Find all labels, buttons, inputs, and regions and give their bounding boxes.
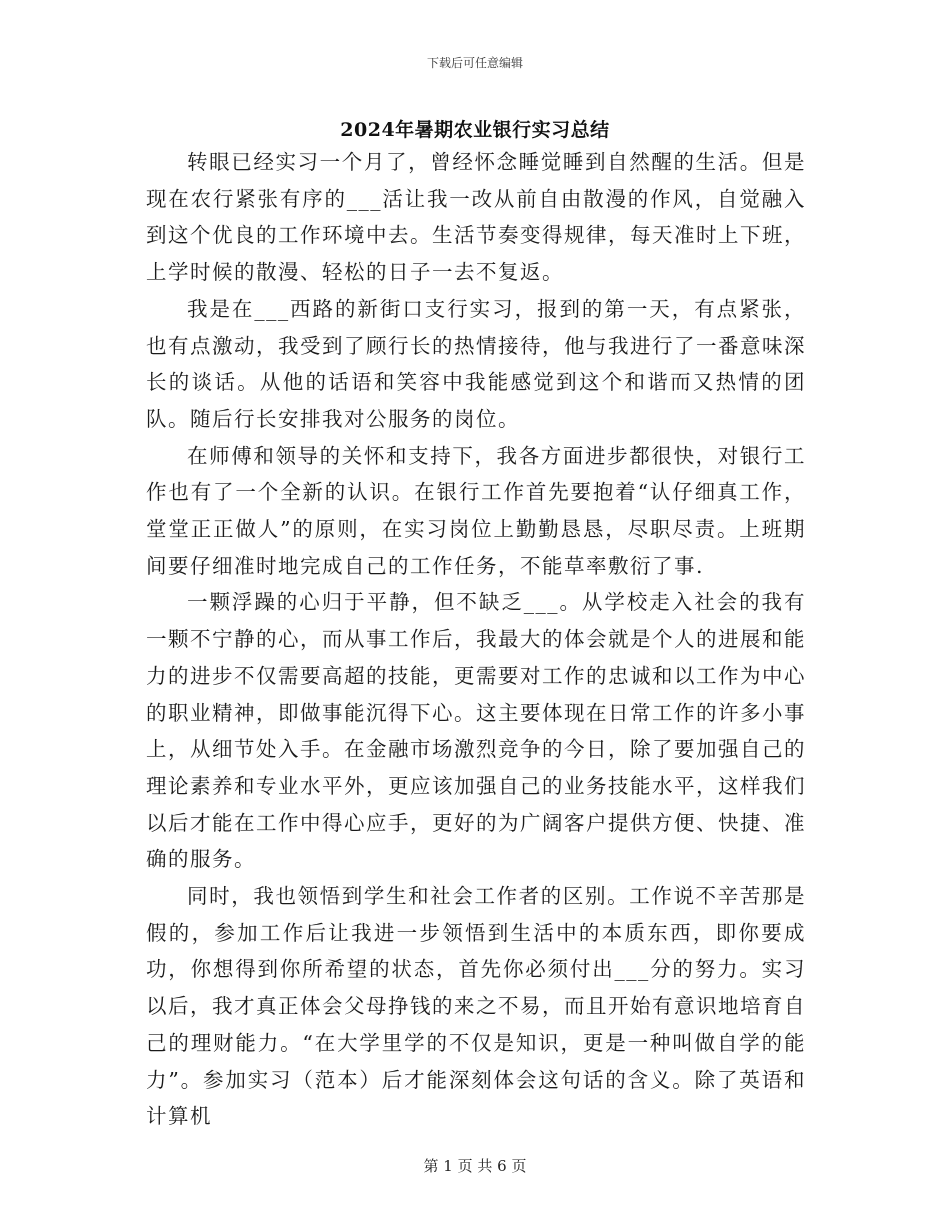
paragraph-5: 同时，我也领悟到学生和社会工作者的区别。工作说不辛苦那是假的，参加工作后让我进一步领悟到生活中的本质东西，即你要成功，你想得到你所希望的状态，首先你必须付出___分的努力。实习以后，我才真正体会父母挣钱的来之不易，而且开始有意识地培育自己的理财能力。“在大学里学的不仅是知识，更是一种叫做自学的能力”。参加实习（范本）后才能深刻体会这句话的含义。除了英语和计算机 bbox=[146, 884, 806, 1129]
document-body bbox=[146, 144, 806, 1135]
paragraph-1: 转眼已经实习一个月了，曾经怀念睡觉睡到自然醒的生活。但是现在农行紧张有序的___活让我一改从前自由散漫的作风，自觉融入到这个优良的工作环境中去。生活节奏变得规律，每天准时上下班，上学时候的散漫、轻松的日子一去不复返。 bbox=[146, 150, 806, 285]
page-indicator: 第 1 页 共 6 页 bbox=[423, 1157, 527, 1175]
paragraph-2: 我是在___西路的新街口支行实习，报到的第一天，有点紧张，也有点激动，我受到了顾行长的热情接待，他与我进行了一番意味深长的谈话。从他的话语和笑容中我能感觉到这个和谐而又热情的团队。随后行长安排我对公服务的岗位。 bbox=[146, 296, 806, 431]
paragraph-3: 在师傅和领导的关怀和支持下，我各方面进步都很快，对银行工作也有了一个全新的认识。在银行工作首先要抱着“认仔细真工作，堂堂正正做人”的原则，在实习岗位上勤勤恳恳，尽职尽责。上班期间要仔细准时地完成自己的工作任务，不能草率敷衍了事. bbox=[146, 443, 806, 578]
header-note: 下载后可任意编辑 bbox=[426, 56, 523, 70]
document-title: 2024年暑期农业银行实习总结 bbox=[340, 119, 610, 141]
paragraph-4: 一颗浮躁的心归于平静，但不缺乏___。从学校走入社会的我有一颗不宁静的心，而从事工作后，我最大的体会就是个人的进展和能力的进步不仅需要高超的技能，更需要对工作的忠诚和以工作为中心的职业精神，即做事能沉得下心。这主要体现在日常工作的许多小事上，从细节处入手。在金融市场激烈竞争的今日，除了要加强自己的理论素养和专业水平外，更应该加强自己的业务技能水平，这样我们以后才能在工作中得心应手，更好的为广阔客户提供方便、快捷、准确的服务。 bbox=[146, 590, 806, 872]
